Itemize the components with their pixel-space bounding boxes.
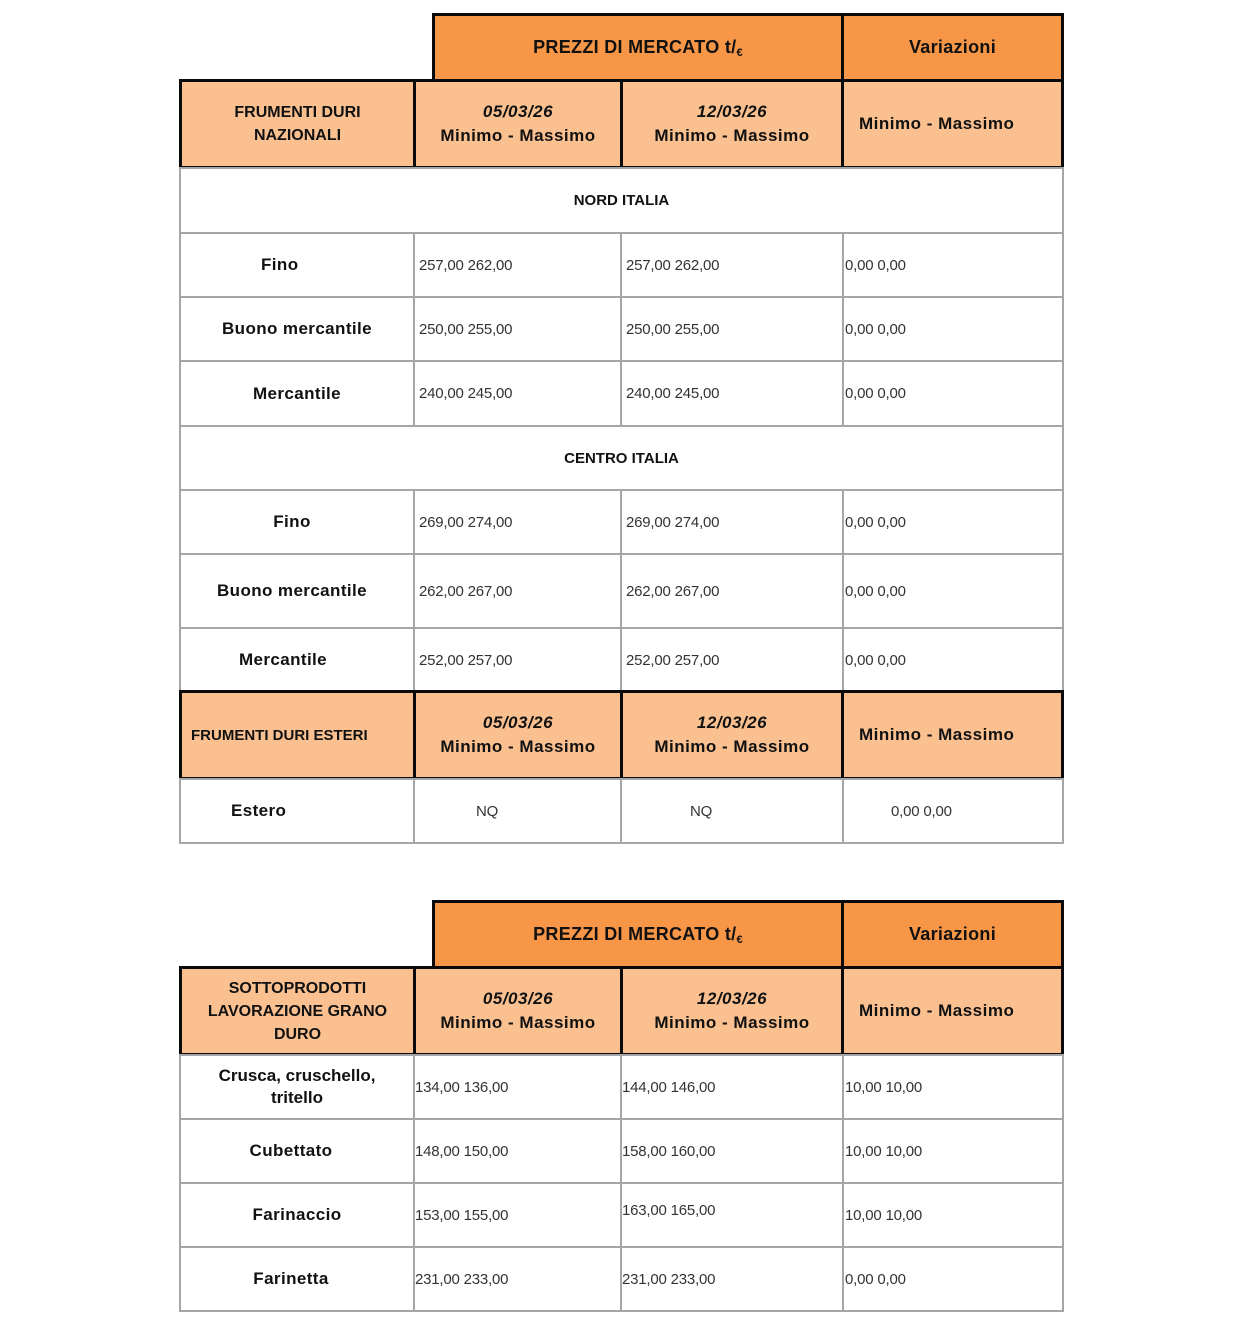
- value-date1: 250,00 255,00: [419, 320, 513, 338]
- date2-header: [620, 79, 844, 169]
- value-cell: [842, 627, 1064, 693]
- value-cell: [620, 778, 844, 844]
- section-title: NORD ITALIA: [573, 192, 670, 209]
- value-date1: 231,00 233,00: [415, 1270, 509, 1288]
- value-date2: 163,00 165,00: [622, 1202, 716, 1219]
- row-label: [179, 1118, 415, 1184]
- date1-label: 05/03/26: [482, 989, 554, 1008]
- value-cell: [842, 1182, 1064, 1248]
- value-variation: 0,00 0,00: [845, 513, 906, 531]
- value-variation: 0,00 0,00: [845, 320, 906, 338]
- value-date2: 269,00 274,00: [626, 513, 720, 531]
- date2-label: 12/03/26: [696, 713, 768, 732]
- value-date1: NQ: [476, 802, 499, 820]
- range-label: Minimo - Massimo: [859, 725, 1015, 744]
- value-variation: 10,00 10,00: [845, 1206, 923, 1224]
- category-label: FRUMENTI DURI NAZIONALI: [234, 104, 361, 144]
- value-variation: 0,00 0,00: [845, 1270, 906, 1288]
- value-cell: [413, 1246, 622, 1312]
- value-date2: 250,00 255,00: [626, 320, 720, 338]
- range-label: Minimo - Massimo: [654, 126, 810, 145]
- value-date1: 134,00 136,00: [415, 1078, 509, 1096]
- value-cell: [842, 360, 1064, 427]
- date2-label: 12/03/26: [696, 102, 768, 121]
- variations-header: [841, 900, 1064, 969]
- value-date2: 257,00 262,00: [626, 256, 720, 274]
- value-cell: [620, 1118, 844, 1184]
- section-nord-italia: [179, 167, 1064, 234]
- category-label: FRUMENTI DURI ESTERI: [191, 726, 368, 744]
- value-cell: [842, 778, 1064, 844]
- date1-label: 05/03/26: [482, 713, 554, 732]
- row-name: Buono mercantile: [222, 319, 372, 338]
- value-cell: [842, 1054, 1064, 1120]
- value-date1: 257,00 262,00: [419, 256, 513, 274]
- range-label: Minimo - Massimo: [654, 1013, 810, 1032]
- category-header: [179, 966, 416, 1056]
- range-label: Minimo - Massimo: [440, 1013, 596, 1032]
- value-date1: 148,00 150,00: [415, 1142, 509, 1160]
- value-variation: 10,00 10,00: [845, 1078, 923, 1096]
- value-cell: [620, 489, 844, 555]
- row-name: Estero: [231, 801, 287, 820]
- value-date1: 240,00 245,00: [419, 385, 513, 402]
- prices-header: [432, 13, 844, 82]
- value-cell: [842, 553, 1064, 629]
- row-label: [179, 553, 415, 629]
- value-cell: [413, 1054, 622, 1120]
- value-date2: 240,00 245,00: [626, 385, 720, 402]
- variation-range-header: [841, 690, 1064, 780]
- value-date2: 158,00 160,00: [622, 1142, 716, 1160]
- value-cell: [620, 232, 844, 298]
- value-cell: [620, 1054, 844, 1120]
- row-label: [179, 1054, 415, 1120]
- row-name: Cubettato: [249, 1141, 333, 1160]
- date1-header: [413, 79, 623, 169]
- row-label: [179, 778, 415, 844]
- value-variation: 10,00 10,00: [845, 1142, 923, 1160]
- value-cell: [413, 296, 622, 362]
- value-date1: 262,00 267,00: [419, 582, 513, 600]
- variations-title: Variazioni: [908, 924, 997, 944]
- value-variation: 0,00 0,00: [891, 802, 952, 820]
- value-cell: [413, 232, 622, 298]
- value-cell: [413, 1182, 622, 1248]
- category-header: [179, 79, 416, 169]
- row-name: Farinaccio: [252, 1205, 342, 1224]
- value-cell: [620, 1182, 844, 1248]
- value-cell: [842, 296, 1064, 362]
- prices-title: PREZZI DI MERCATO t/€: [533, 923, 743, 946]
- range-label: Minimo - Massimo: [440, 737, 596, 756]
- row-label: [179, 1246, 415, 1312]
- row-name: Farinetta: [253, 1269, 329, 1288]
- value-cell: [620, 1246, 844, 1312]
- value-cell: [842, 232, 1064, 298]
- value-variation: 0,00 0,00: [845, 582, 906, 600]
- value-cell: [620, 296, 844, 362]
- row-label: [179, 1182, 415, 1248]
- row-label: [179, 489, 415, 555]
- date2-label: 12/03/26: [696, 989, 768, 1008]
- variation-range-header: [841, 966, 1064, 1056]
- row-label: [179, 627, 415, 693]
- variation-range-header: [841, 79, 1064, 169]
- category-label: SOTTOPRODOTTI LAVORAZIONE GRANO DURO: [207, 979, 388, 1043]
- row-name: Buono mercantile: [217, 581, 367, 600]
- value-date1: 153,00 155,00: [415, 1206, 509, 1224]
- row-label: [179, 296, 415, 362]
- row-name: Crusca, cruschello, tritello: [218, 1066, 376, 1107]
- value-cell: [413, 627, 622, 693]
- value-cell: [620, 553, 844, 629]
- range-label: Minimo - Massimo: [440, 126, 596, 145]
- value-cell: [620, 627, 844, 693]
- prices-header: [432, 900, 844, 969]
- section-title: CENTRO ITALIA: [564, 449, 679, 467]
- value-cell: [413, 1118, 622, 1184]
- range-label: Minimo - Massimo: [654, 737, 810, 756]
- value-date2: 231,00 233,00: [622, 1270, 716, 1288]
- row-name: Mercantile: [238, 650, 328, 669]
- value-cell: [413, 553, 622, 629]
- value-date1: 269,00 274,00: [419, 513, 513, 531]
- range-label: Minimo - Massimo: [859, 1001, 1015, 1020]
- value-variation: 0,00 0,00: [845, 651, 906, 669]
- date2-header: [620, 690, 844, 780]
- row-name: Fino: [273, 512, 311, 531]
- value-cell: [413, 778, 622, 844]
- value-variation: 0,00 0,00: [845, 385, 906, 402]
- value-cell: [842, 1246, 1064, 1312]
- value-cell: [620, 360, 844, 427]
- value-cell: [842, 489, 1064, 555]
- value-cell: [413, 360, 622, 427]
- date1-label: 05/03/26: [482, 102, 554, 121]
- row-label: [179, 232, 415, 298]
- value-date1: 252,00 257,00: [419, 651, 513, 669]
- range-label: Minimo - Massimo: [859, 114, 1015, 133]
- value-cell: [413, 489, 622, 555]
- variations-title: Variazioni: [908, 37, 997, 57]
- row-label: [179, 360, 415, 427]
- prices-title: PREZZI DI MERCATO t/€: [533, 36, 743, 59]
- value-variation: 0,00 0,00: [845, 256, 906, 274]
- value-date2: 144,00 146,00: [622, 1078, 716, 1096]
- value-cell: [842, 1118, 1064, 1184]
- foreign-header: [179, 690, 416, 780]
- section-centro-italia: [179, 425, 1064, 491]
- row-name: Mercantile: [252, 383, 342, 403]
- date1-header: [413, 690, 623, 780]
- variations-header: [841, 13, 1064, 82]
- date1-header: [413, 966, 623, 1056]
- value-date2: NQ: [690, 802, 713, 820]
- row-name: Fino: [261, 255, 299, 274]
- value-date2: 252,00 257,00: [626, 651, 720, 669]
- value-date2: 262,00 267,00: [626, 582, 720, 600]
- date2-header: [620, 966, 844, 1056]
